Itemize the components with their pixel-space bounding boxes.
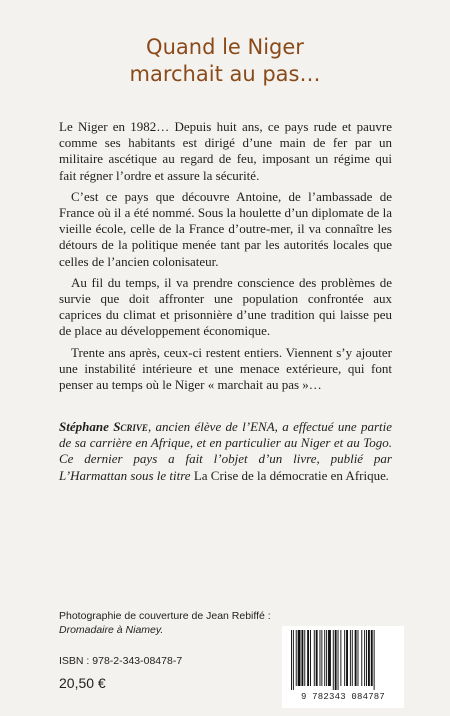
barcode-bar bbox=[344, 630, 345, 686]
barcode-icon bbox=[291, 630, 395, 690]
barcode-bar bbox=[301, 630, 303, 686]
author-bio-text: , ancien élève de l’ENA, a effectué une partie de sa carrière en Afrique, et en particulier au Niger et au Togo. Ce dernier pays a fait l’objet d’un livre, publié par L’Harmattan sous le titre bbox=[59, 419, 392, 483]
barcode-bar bbox=[304, 630, 305, 686]
barcode-bar bbox=[328, 630, 331, 686]
book-title bbox=[0, 34, 450, 88]
barcode-bar bbox=[307, 630, 309, 686]
barcode-bar bbox=[310, 630, 311, 686]
author-bio-end: . bbox=[385, 467, 390, 483]
author-book-title: La Crise de la démocratie en Afrique bbox=[193, 467, 386, 483]
author-name bbox=[59, 419, 148, 434]
barcode-bar bbox=[326, 630, 327, 686]
price: 20,50 € bbox=[59, 675, 106, 691]
book-title-line-1: Quand le Niger bbox=[146, 35, 304, 59]
photo-credit-line-1: Photographie de couverture de Jean Rebiffé : bbox=[59, 610, 271, 622]
author-last-name: Scrive bbox=[113, 419, 148, 434]
barcode-bar bbox=[293, 630, 294, 690]
book-title-line-2: marchait au pas… bbox=[129, 62, 321, 86]
barcode-bar bbox=[355, 630, 357, 686]
photo-credit-line-2: Dromadaire à Niamey. bbox=[59, 624, 164, 636]
barcode-bar bbox=[358, 630, 359, 686]
barcode-bar bbox=[314, 630, 315, 686]
barcode-bar bbox=[320, 630, 321, 686]
blurb-paragraph-4: Trente ans après, ceux-ci restent entiers. Viennent s’y ajouter une instabilité intérieure et une menace extérieure, qui font penser au temps où le Niger « marchait au pas »… bbox=[59, 344, 392, 393]
barcode-bar bbox=[291, 630, 292, 690]
barcode-bar bbox=[374, 630, 375, 690]
barcode-bar bbox=[335, 630, 337, 690]
barcode-bar bbox=[371, 630, 373, 686]
author-bio bbox=[59, 419, 392, 484]
barcode-bar bbox=[321, 630, 322, 686]
barcode-bar bbox=[366, 630, 367, 686]
barcode-bar bbox=[346, 630, 348, 686]
barcode-digits: 9 782343 084787 bbox=[300, 692, 385, 702]
blurb-paragraph-1: Le Niger en 1982… Depuis huit ans, ce pays rude et pauvre comme ses habitants est dirigé d’une main de fer par un militaire ascétique au regard de feu, imposant un régime qui fait régner l’ordre et assure la sécurité. bbox=[59, 119, 392, 183]
blurb-paragraph-3: Au fil du temps, il va prendre conscience des problèmes de survie que doit affronter une population confrontée aux caprices du climat et prisonnière d’une tradition qui laisse peu de place au développement économique. bbox=[59, 274, 392, 339]
barcode-bar bbox=[352, 630, 353, 686]
barcode-bar bbox=[350, 630, 351, 686]
barcode-bar bbox=[296, 630, 297, 686]
barcode-bar bbox=[298, 630, 301, 686]
photo-credit bbox=[59, 609, 319, 637]
barcode-bar bbox=[338, 630, 339, 690]
barcode-bar bbox=[361, 630, 362, 686]
barcode-bar bbox=[324, 630, 325, 686]
isbn: ISBN : 978-2-343-08478-7 bbox=[59, 655, 183, 667]
barcode-bar bbox=[340, 630, 341, 686]
barcode-bar bbox=[368, 630, 370, 686]
barcode-bar bbox=[364, 630, 365, 686]
barcode-box bbox=[282, 626, 404, 708]
blurb-paragraph-2: C’est ce pays que découvre Antoine, de l’ambassade de France où il a été nommé. Sous la houlette d’un diplomate de la vieille école, celle de la France d’outre-mer, il va connaître les détours de la politique menée tant par les autorités locales que celles de l’ancien colonisateur. bbox=[59, 188, 392, 269]
blurb bbox=[59, 119, 392, 398]
barcode-bar bbox=[333, 630, 334, 690]
barcode-bar bbox=[316, 630, 318, 686]
author-first-name: Stéphane bbox=[59, 419, 109, 434]
